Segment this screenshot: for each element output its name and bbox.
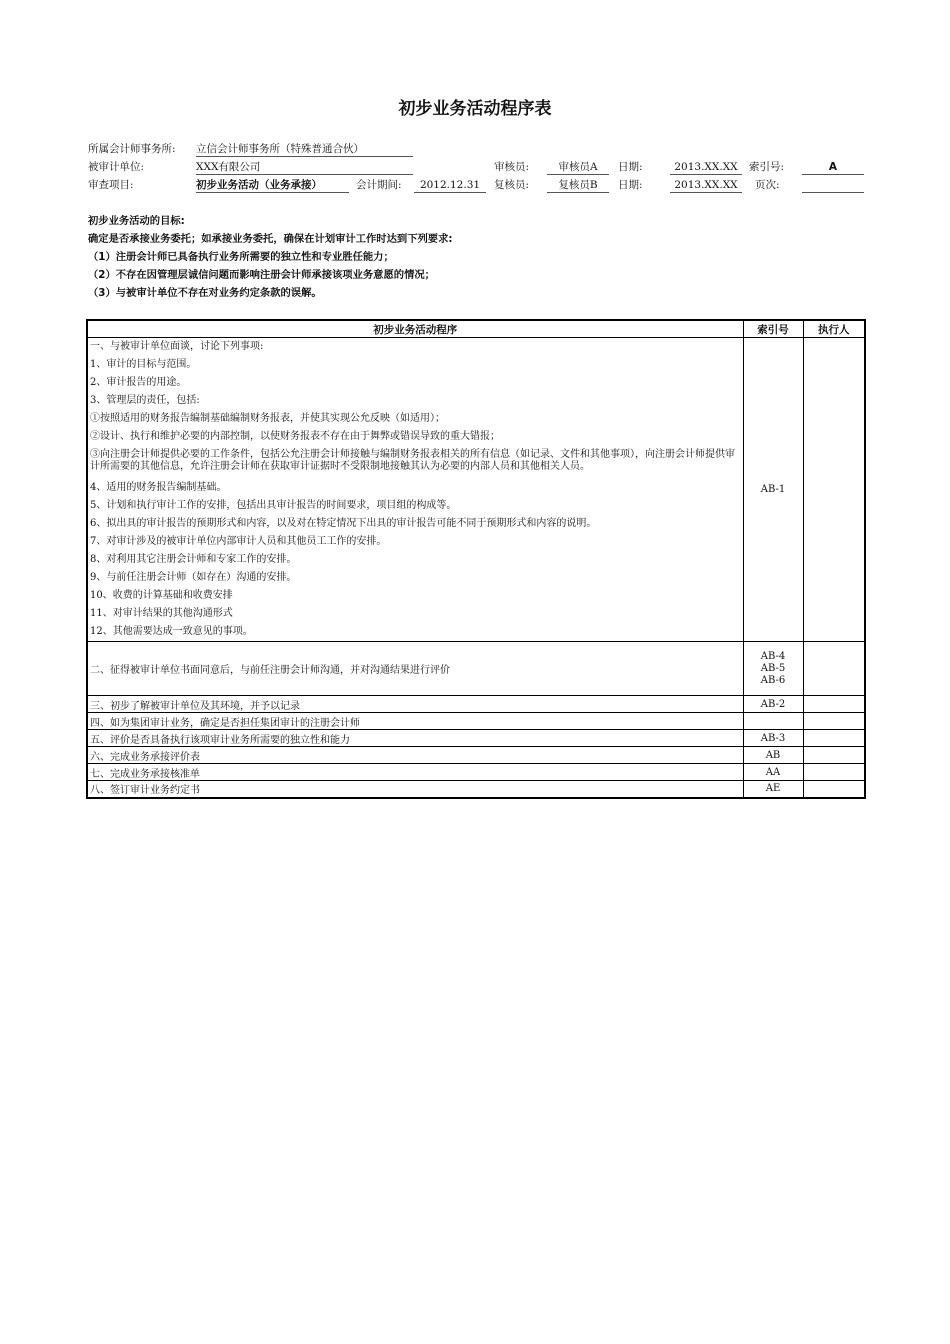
row-index: AB-2: [743, 696, 803, 713]
reviewer-value: 审核员A: [547, 160, 609, 175]
date2-value: 2013.XX.XX: [670, 178, 742, 193]
header-executor: 执行人: [803, 320, 865, 338]
program-table: [86, 319, 866, 799]
procedure-line: 8、对利用其它注册会计师和专家工作的安排。: [90, 554, 297, 565]
item-value: 初步业务活动（业务承接）: [196, 178, 349, 193]
procedure-line: ③向注册会计师提供必要的工作条件，包括公允注册会计师接触与编制财务报表相关的所有信息（如记录、文件和其他事项），向注册会计师提供审计所需要的其他信息，允许注册会计师在获取审计证据时不受限制地接触其认为必要的内部人员和其他相关人员。: [90, 449, 735, 472]
header-index: 索引号: [743, 320, 803, 338]
procedure-line: 5、计划和执行审计工作的安排，包括出具审计报告的时间要求，项目组的构成等。: [90, 500, 457, 511]
row-executor: [803, 764, 865, 781]
row-executor: [803, 696, 865, 713]
date1-value: 2013.XX.XX: [670, 160, 742, 175]
page-value: [802, 178, 864, 193]
row-index: AE: [743, 781, 803, 798]
table-header-row: [87, 320, 865, 338]
row-index: AA: [743, 764, 803, 781]
row-index: [743, 713, 803, 730]
period-label: 会计期间:: [356, 179, 402, 191]
date2-label: 日期:: [618, 179, 643, 191]
section1-procedures: [87, 338, 743, 642]
row-executor: [803, 713, 865, 730]
item-label: 审查项目:: [88, 179, 134, 191]
procedure-line: 9、与前任注册会计师（如存在）沟通的安排。: [90, 572, 297, 583]
row-procedure: 六、完成业务承接评价表: [87, 747, 743, 764]
index-label: 索引号:: [749, 161, 785, 173]
index-value: A: [802, 160, 864, 175]
row-procedure: 五、评价是否具备执行该项审计业务所需要的独立性和能力: [87, 730, 743, 747]
row-index: AB-3: [743, 730, 803, 747]
row-procedure: 三、初步了解被审计单位及其环境，并予以记录: [87, 696, 743, 713]
page-title: 初步业务活动程序表: [398, 99, 552, 119]
objective-item-3: （3）与被审计单位不存在对业务约定条款的误解。: [88, 287, 322, 299]
row-index: AB: [743, 747, 803, 764]
procedure-line: 一、与被审计单位面谈，讨论下列事项:: [90, 341, 264, 352]
section2-index-line: AB-4: [760, 650, 786, 662]
period-value: 2012.12.31: [414, 178, 486, 193]
section2-index: [743, 642, 803, 696]
procedure-line: 11、对审计结果的其他沟通形式: [90, 608, 233, 619]
procedure-line: 6、拟出具的审计报告的预期形式和内容，以及对在特定情况下出具的审计报告可能不同于预期形式和内容的说明。: [90, 518, 597, 529]
procedure-line: 10、收费的计算基础和收费安排: [90, 590, 233, 601]
page-label: 页次:: [755, 179, 780, 191]
objective-item-2: （2）不存在因管理层诚信问题而影响注册会计师承接该项业务意愿的情况；: [88, 269, 435, 281]
procedure-line: 3、管理层的责任，包括:: [90, 395, 200, 406]
table-row: [87, 747, 865, 764]
entity-label: 被审计单位:: [88, 161, 145, 173]
firm-label: 所属会计师事务所:: [88, 143, 176, 155]
section1-executor: [803, 338, 865, 642]
table-row: [87, 696, 865, 713]
row-procedure: 七、完成业务承接核准单: [87, 764, 743, 781]
row-executor: [803, 730, 865, 747]
procedure-line: 12、其他需要达成一致意见的事项。: [90, 626, 253, 637]
row-executor: [803, 747, 865, 764]
row-executor: [803, 781, 865, 798]
rechecker-label: 复核员:: [494, 179, 530, 191]
firm-value: 立信会计师事务所（特殊普通合伙）: [196, 142, 413, 157]
procedure-line: 7、对审计涉及的被审计单位内部审计人员和其他员工工作的安排。: [90, 536, 387, 547]
table-row: [87, 764, 865, 781]
row-procedure: 四、如为集团审计业务，确定是否担任集团审计的注册会计师: [87, 713, 743, 730]
table-row-section2: [87, 642, 865, 696]
header-procedure: 初步业务活动程序: [87, 320, 743, 338]
procedure-line: ①按照适用的财务报告编制基础编制财务报表，并使其实现公允反映（如适用）；: [90, 413, 445, 424]
section2-executor: [803, 642, 865, 696]
entity-value: XXX有限公司: [196, 160, 413, 175]
rechecker-value: 复核员B: [547, 178, 609, 193]
section2-index-line: AB-5: [760, 662, 786, 674]
reviewer-label: 审核员:: [494, 161, 530, 173]
objectives-intro: 确定是否承接业务委托；如承接业务委托，确保在计划审计工作时达到下列要求:: [88, 233, 453, 245]
procedure-line: 2、审计报告的用途。: [90, 377, 187, 388]
objective-item-1: （1）注册会计师已具备执行业务所需要的独立性和专业胜任能力；: [88, 251, 394, 263]
procedure-line: ②设计、执行和维护必要的内部控制，以使财务报表不存在由于舞弊或错误导致的重大错报；: [90, 431, 500, 442]
section2-index-line: AB-6: [760, 674, 786, 686]
procedure-line: 4、适用的财务报告编制基础。: [90, 482, 227, 493]
table-row-section1: [87, 338, 865, 642]
row-procedure: 八、签订审计业务约定书: [87, 781, 743, 798]
date1-label: 日期:: [618, 161, 643, 173]
table-row: [87, 781, 865, 798]
section2-procedure: 二、征得被审计单位书面同意后，与前任注册会计师沟通，并对沟通结果进行评价: [87, 642, 743, 696]
objectives-heading: 初步业务活动的目标:: [88, 215, 185, 227]
procedure-line: 1、审计的目标与范围。: [90, 359, 197, 370]
section1-index: AB-1: [743, 338, 803, 642]
table-row: [87, 713, 865, 730]
table-row: [87, 730, 865, 747]
